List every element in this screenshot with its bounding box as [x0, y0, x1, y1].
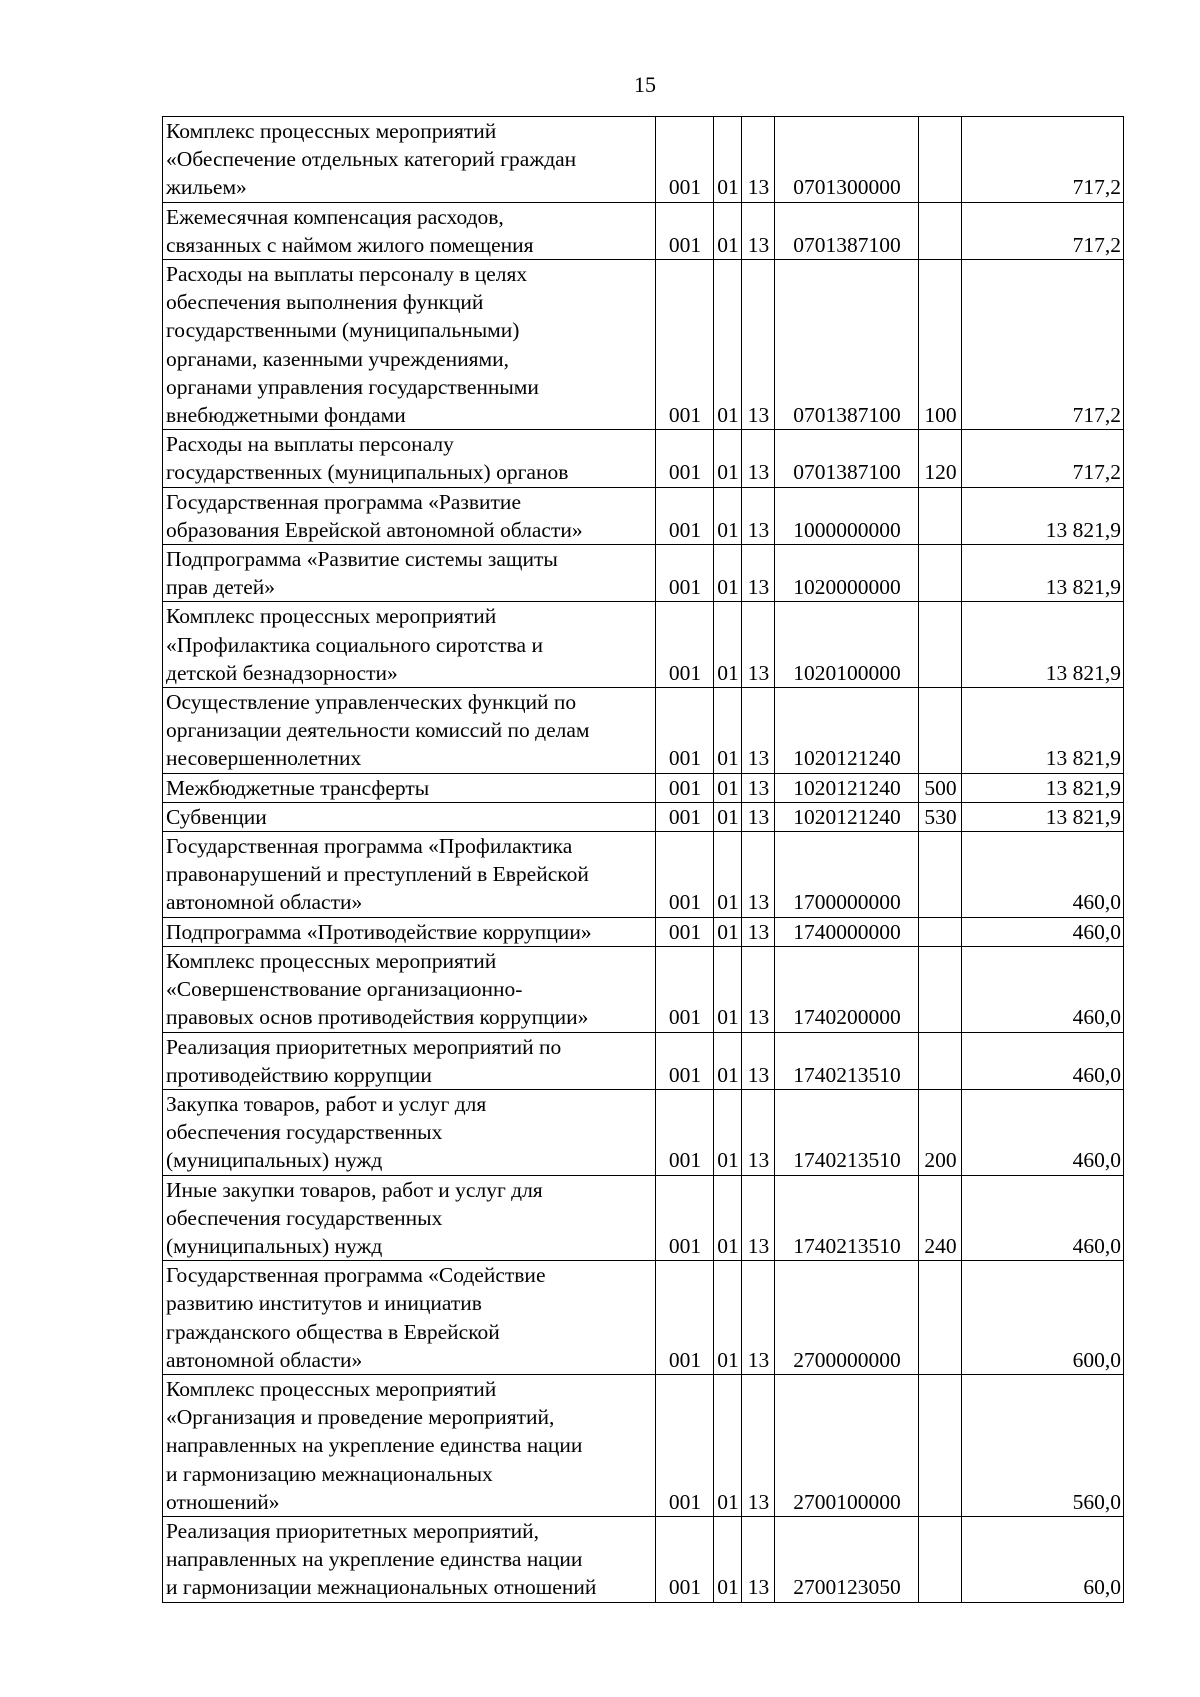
code-target: 1740213510 [775, 1032, 919, 1089]
code-target: 1740000000 [775, 917, 919, 946]
code-section: 01 [714, 917, 742, 946]
code-org: 001 [656, 946, 714, 1032]
table-row [163, 545, 1124, 602]
row-name-line: Подпрограмма «Противодействие коррупции» [166, 919, 592, 944]
code-section: 01 [714, 1261, 742, 1375]
code-org: 001 [656, 1175, 714, 1261]
code-target: 0701387100 [775, 430, 919, 487]
row-name [163, 832, 656, 918]
code-org: 001 [656, 832, 714, 918]
row-name-line: Расходы на выплаты персоналу [166, 432, 454, 457]
row-name [163, 487, 656, 544]
code-expense-type [919, 1516, 962, 1602]
row-name-line: правонарушений и преступлений в Еврейской [166, 862, 589, 887]
table-row [163, 1175, 1124, 1261]
row-name-line: развитию институтов и инициатив [166, 1291, 482, 1316]
row-name-line: Комплекс процессных мероприятий [166, 948, 497, 973]
code-org: 001 [656, 1516, 714, 1602]
code-target: 1020100000 [775, 602, 919, 688]
code-org: 001 [656, 1374, 714, 1516]
row-name [163, 917, 656, 946]
row-name-line: организации деятельности комиссий по делам [166, 718, 590, 743]
code-target: 0701387100 [775, 202, 919, 259]
table-row [163, 1032, 1124, 1089]
code-org: 001 [656, 802, 714, 831]
table-row [163, 802, 1124, 831]
amount: 13 821,9 [962, 602, 1124, 688]
table-row [163, 1516, 1124, 1602]
amount: 13 821,9 [962, 688, 1124, 774]
code-subsection: 13 [742, 260, 775, 430]
amount: 717,2 [962, 430, 1124, 487]
code-org: 001 [656, 688, 714, 774]
code-org: 001 [656, 1261, 714, 1375]
row-name-line: обеспечения выполнения функций [166, 290, 484, 315]
code-subsection: 13 [742, 602, 775, 688]
code-expense-type [919, 117, 962, 203]
code-expense-type: 200 [919, 1089, 962, 1175]
code-target: 1740200000 [775, 946, 919, 1032]
code-subsection: 13 [742, 773, 775, 802]
amount: 560,0 [962, 1374, 1124, 1516]
code-org: 001 [656, 1032, 714, 1089]
row-name [163, 430, 656, 487]
amount: 460,0 [962, 1089, 1124, 1175]
row-name-line: государственных (муниципальных) органов [166, 460, 569, 485]
row-name-line: правовых основ противодействия коррупции» [166, 1005, 589, 1030]
row-name-line: направленных на укрепление единства нации [166, 1547, 583, 1572]
code-target: 2700100000 [775, 1374, 919, 1516]
row-name [163, 1032, 656, 1089]
row-name-line: противодействию коррупции [166, 1062, 432, 1087]
code-org: 001 [656, 117, 714, 203]
row-name-line: прав детей» [166, 575, 276, 600]
table-row [163, 946, 1124, 1032]
code-org: 001 [656, 260, 714, 430]
code-section: 01 [714, 688, 742, 774]
row-name-line: (муниципальных) нужд [166, 1148, 383, 1173]
code-subsection: 13 [742, 688, 775, 774]
code-target: 2700123050 [775, 1516, 919, 1602]
code-expense-type [919, 1261, 962, 1375]
code-target: 2700000000 [775, 1261, 919, 1375]
table-row [163, 602, 1124, 688]
code-subsection: 13 [742, 802, 775, 831]
code-target: 1020121240 [775, 802, 919, 831]
code-subsection: 13 [742, 487, 775, 544]
amount: 717,2 [962, 260, 1124, 430]
code-target: 1020000000 [775, 545, 919, 602]
code-expense-type [919, 688, 962, 774]
row-name-line: Субвенции [166, 804, 267, 829]
code-section: 01 [714, 117, 742, 203]
row-name-line: «Профилактика социального сиротства и [166, 632, 543, 657]
row-name [163, 545, 656, 602]
table-row [163, 917, 1124, 946]
code-expense-type [919, 946, 962, 1032]
row-name [163, 1516, 656, 1602]
code-target: 0701300000 [775, 117, 919, 203]
code-section: 01 [714, 602, 742, 688]
row-name [163, 1089, 656, 1175]
amount: 13 821,9 [962, 487, 1124, 544]
row-name-line: обеспечения государственных [166, 1120, 443, 1145]
row-name [163, 802, 656, 831]
code-target: 1020121240 [775, 773, 919, 802]
row-name-line: Комплекс процессных мероприятий [166, 119, 497, 143]
code-subsection: 13 [742, 1089, 775, 1175]
row-name-line: органами, казенными учреждениями, [166, 346, 509, 371]
code-section: 01 [714, 946, 742, 1032]
row-name-line: и гармонизацию межнациональных [166, 1461, 493, 1486]
row-name-line: «Обеспечение отдельных категорий граждан [166, 147, 577, 172]
row-name-line: несовершеннолетних [166, 746, 362, 771]
row-name-line: обеспечения государственных [166, 1205, 443, 1230]
amount: 717,2 [962, 202, 1124, 259]
code-expense-type: 500 [919, 773, 962, 802]
row-name-line: Осуществление управленческих функций по [166, 690, 577, 715]
code-subsection: 13 [742, 430, 775, 487]
amount: 460,0 [962, 946, 1124, 1032]
amount: 460,0 [962, 1032, 1124, 1089]
row-name-line: Расходы на выплаты персоналу в целях [166, 262, 528, 287]
code-expense-type: 240 [919, 1175, 962, 1261]
row-name [163, 1374, 656, 1516]
code-org: 001 [656, 1089, 714, 1175]
table-row [163, 1374, 1124, 1516]
row-name-line: Государственная программа «Профилактика [166, 834, 573, 859]
row-name-line: Комплекс процессных мероприятий [166, 604, 497, 629]
code-org: 001 [656, 430, 714, 487]
row-name [163, 946, 656, 1032]
row-name-line: образования Еврейской автономной области» [166, 517, 583, 542]
code-org: 001 [656, 917, 714, 946]
amount: 460,0 [962, 917, 1124, 946]
code-org: 001 [656, 773, 714, 802]
code-expense-type [919, 917, 962, 946]
amount: 717,2 [962, 117, 1124, 203]
code-section: 01 [714, 1032, 742, 1089]
code-expense-type [919, 202, 962, 259]
row-name-line: Государственная программа «Развитие [166, 489, 521, 514]
amount: 13 821,9 [962, 802, 1124, 831]
amount: 60,0 [962, 1516, 1124, 1602]
code-org: 001 [656, 202, 714, 259]
code-section: 01 [714, 487, 742, 544]
code-target: 1700000000 [775, 832, 919, 918]
code-org: 001 [656, 602, 714, 688]
row-name [163, 260, 656, 430]
code-section: 01 [714, 430, 742, 487]
row-name-line: направленных на укрепление единства нации [166, 1433, 583, 1458]
table-row [163, 688, 1124, 774]
row-name-line: Комплекс процессных мероприятий [166, 1376, 497, 1401]
code-expense-type [919, 487, 962, 544]
row-name-line: автономной области» [166, 890, 363, 915]
row-name-line: детской безнадзорности» [166, 660, 398, 685]
budget-table [162, 116, 1124, 1603]
code-subsection: 13 [742, 1516, 775, 1602]
code-section: 01 [714, 773, 742, 802]
row-name-line: Иные закупки товаров, работ и услуг для [166, 1177, 543, 1202]
code-section: 01 [714, 1374, 742, 1516]
code-subsection: 13 [742, 1032, 775, 1089]
code-target: 1020121240 [775, 688, 919, 774]
code-expense-type: 120 [919, 430, 962, 487]
row-name-line: и гармонизации межнациональных отношений [166, 1575, 597, 1600]
row-name-line: автономной области» [166, 1347, 363, 1372]
row-name-line: Реализация приоритетных мероприятий по [166, 1034, 562, 1059]
code-subsection: 13 [742, 202, 775, 259]
table-row [163, 202, 1124, 259]
code-expense-type [919, 602, 962, 688]
row-name-line: органами управления государственными [166, 374, 539, 399]
row-name-line: Реализация приоритетных мероприятий, [166, 1518, 540, 1543]
table-row [163, 832, 1124, 918]
row-name [163, 602, 656, 688]
code-section: 01 [714, 202, 742, 259]
table-row [163, 117, 1124, 203]
code-org: 001 [656, 487, 714, 544]
code-subsection: 13 [742, 1374, 775, 1516]
row-name-line: связанных с наймом жилого помещения [166, 232, 534, 257]
row-name [163, 773, 656, 802]
page-number: 15 [634, 72, 656, 97]
table-row [163, 773, 1124, 802]
row-name-line: государственными (муниципальными) [166, 318, 520, 343]
code-section: 01 [714, 802, 742, 831]
code-subsection: 13 [742, 1175, 775, 1261]
code-expense-type: 530 [919, 802, 962, 831]
code-section: 01 [714, 1516, 742, 1602]
code-expense-type: 100 [919, 260, 962, 430]
code-subsection: 13 [742, 1261, 775, 1375]
amount: 460,0 [962, 1175, 1124, 1261]
code-target: 0701387100 [775, 260, 919, 430]
code-expense-type [919, 1032, 962, 1089]
row-name-line: Межбюджетные трансферты [166, 775, 430, 800]
code-expense-type [919, 545, 962, 602]
row-name-line: гражданского общества в Еврейской [166, 1319, 500, 1344]
row-name-line: «Совершенствование организационно- [166, 977, 523, 1002]
row-name-line: Ежемесячная компенсация расходов, [166, 204, 504, 229]
row-name-line: Подпрограмма «Развитие системы защиты [166, 547, 558, 572]
amount: 13 821,9 [962, 773, 1124, 802]
code-subsection: 13 [742, 545, 775, 602]
code-expense-type [919, 1374, 962, 1516]
amount: 13 821,9 [962, 545, 1124, 602]
table-row [163, 430, 1124, 487]
code-section: 01 [714, 832, 742, 918]
row-name-line: жильем» [166, 175, 247, 200]
row-name-line: Государственная программа «Содействие [166, 1263, 546, 1288]
row-name [163, 202, 656, 259]
code-section: 01 [714, 1175, 742, 1261]
row-name [163, 1261, 656, 1375]
code-target: 1740213510 [775, 1175, 919, 1261]
code-target: 1000000000 [775, 487, 919, 544]
amount: 460,0 [962, 832, 1124, 918]
code-subsection: 13 [742, 117, 775, 203]
table-row [163, 260, 1124, 430]
code-target: 1740213510 [775, 1089, 919, 1175]
row-name-line: «Организация и проведение мероприятий, [166, 1405, 555, 1430]
code-org: 001 [656, 545, 714, 602]
row-name-line: отношений» [166, 1489, 280, 1514]
row-name [163, 688, 656, 774]
row-name [163, 117, 656, 203]
amount: 600,0 [962, 1261, 1124, 1375]
table-row [163, 487, 1124, 544]
code-expense-type [919, 832, 962, 918]
table-row [163, 1261, 1124, 1375]
code-section: 01 [714, 1089, 742, 1175]
code-subsection: 13 [742, 946, 775, 1032]
code-subsection: 13 [742, 917, 775, 946]
row-name [163, 1175, 656, 1261]
table-row [163, 1089, 1124, 1175]
code-section: 01 [714, 545, 742, 602]
row-name-line: Закупка товаров, работ и услуг для [166, 1091, 487, 1116]
code-section: 01 [714, 260, 742, 430]
row-name-line: внебюджетными фондами [166, 403, 406, 428]
code-subsection: 13 [742, 832, 775, 918]
row-name-line: (муниципальных) нужд [166, 1233, 383, 1258]
